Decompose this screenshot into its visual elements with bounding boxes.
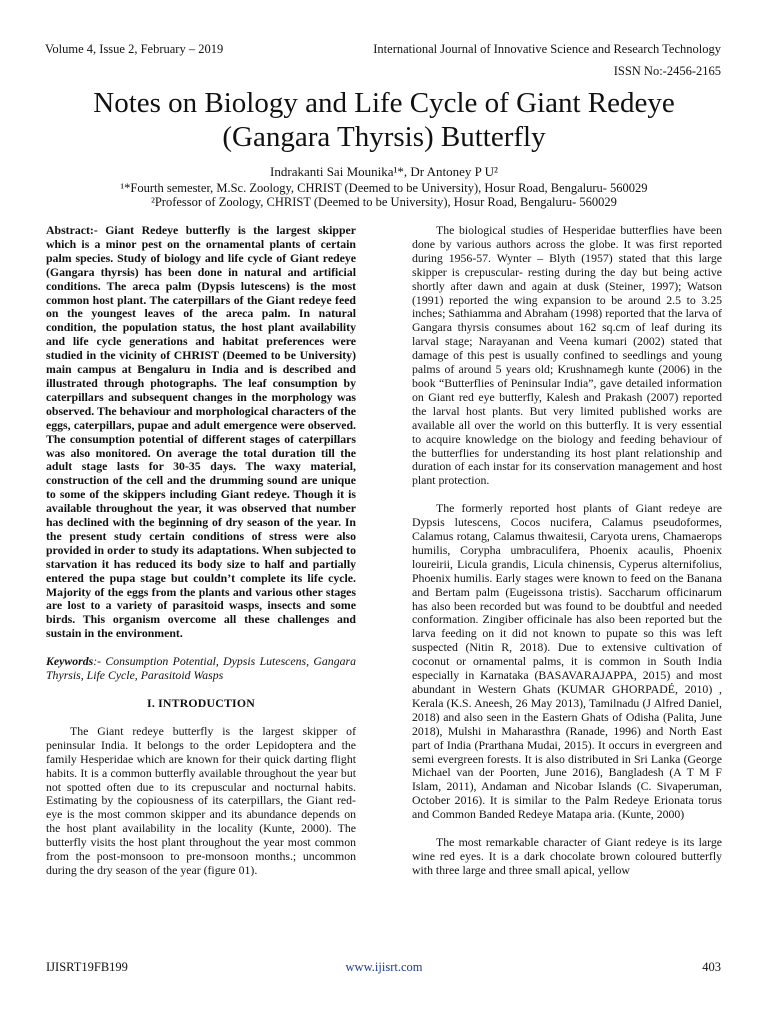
footer-website-link[interactable]: www.ijisrt.com bbox=[345, 960, 423, 974]
left-column bbox=[46, 224, 356, 878]
right-column bbox=[412, 224, 722, 878]
paper-authors: Indrakanti Sai Mounika¹*, Dr Antoney P U² bbox=[270, 164, 498, 179]
body-paragraph: The most remarkable character of Giant redeye is its large wine red eyes. It is a dark chocolate brown coloured butterfly with three large and three small apical, yellow bbox=[412, 835, 722, 877]
footer-paper-id: IJISRT19FB199 bbox=[46, 960, 128, 974]
abstract: Abstract:- Giant Redeye butterfly is the largest skipper which is a minor pest on the ornamental plants of certain palm species. Study of biology and life cycle of Giant redeye (Gangara thyrsis) has been done in natural and artificial conditions. The areca palm (Dypsis lutescens) is the most common host plant. The caterpillars of the Giant redeye feed on the youngest leaves of the areca palm. In natural condition, the population status, the host plant availability and life cycle generations and habitat preferences were studied in the vicinity of CHRIST (Deemed to be University) main campus at Bengaluru in India and is described and illustrated through photographs. The leaf consumption by caterpillars and subsequent changes in the morphology was observed. The behaviour and morphological characters of the eggs, caterpillars, pupae and adult emergence were observed. The consumption potential of different stages of caterpillars was also monitored. On average the total duration till the adult stage lasts for 30-35 days. The waxy material, construction of the cell and the drumming sound are unique to some of the skippers including Giant redeye. Though it is available throughout the year, it was observed that number has declined with the beginning of dry season of the year. In the present study certain conditions of stress were also provided in order to study its adaptations. When subjected to starvation it has reduced its body size to half and partially entered the pupa stage but couldn’t complete its life cycle. Majority of the eggs from the plants and various other stages are lost to a variety of parasitoid wasps, insects and some birds. This organism overcome all these challenges and sustain in the environment. bbox=[46, 223, 356, 641]
body-paragraph: The formerly reported host plants of Giant redeye are Dypsis lutescens, Cocos nucifera, Calamus pseudoformes, Calamus rotang, Calamus thwaitesii, Caryota urens, Chamaerops humilis, Corypha umbraculifera, Phoenix acaulis, Phoenix loureirii, Licula grandis, Licula chinensis, Cyperus alternifolius, Phoenix humilis. Early stages were known to feed on the Banana and Bertam palm (Eugeissona tristis). Saccharum officinarum has also been recorded but was found to be doubtful and needed conformation. Zingiber officinale has also been reported but the larva feeding on it did not known to pupate so this was left suspected (Nitin R, 2018). Due to extensive cultivation of coconut or ornamental palms, it is common in South India especially in Karnataka (BASAVARAJAPPA, 2015) and most abundant in Western Ghats (KUMAR GHORPADÉ, 2010) , Kerala (K.S. Aneesh, 26 May 2013), Tamilnadu (J Alfred Daniel, 2018) and also seen in the Eastern Ghats of Odisha (Palita, June 2018), Mulshi in Maharasthra (Ranade, 1996) and North East part of India (Prarthana Mudai, 2015). It occurs in evergreen and semi evergreen forests. It is also distributed in Sri Lanka (George Michael van der Poorten, June 2016), Bangladesh (A T M F Islam, 2011), Andaman and Nicobar Islands (C. Sivaperuman, October 2016). It is similar to the Palm Redeye Erionata torus and Common Banded Redeye Matapa aria. (Kunte, 2000) bbox=[412, 501, 722, 822]
affiliation-2: ²Professor of Zoology, CHRIST (Deemed to be University), Hosur Road, Bengaluru- 560029 bbox=[151, 195, 617, 209]
keywords-label: Keywords bbox=[46, 654, 94, 669]
header-journal: International Journal of Innovative Science and Research Technology bbox=[373, 42, 721, 56]
header-issn: ISSN No:-2456-2165 bbox=[613, 64, 721, 78]
paper-title: Notes on Biology and Life Cycle of Giant Redeye (Gangara Thyrsis) Butterfly bbox=[93, 87, 675, 153]
body-paragraph: The biological studies of Hesperidae butterflies have been done by various authors across the globe. It was first reported during 1956-57. Wynter – Blyth (1957) stated that this large skipper is crepuscular- resting during the day but being active shortly after dawn and again at dusk (Steiner, 1997); Watson (1991) reported the wing expansion to be around 2.5 to 3.25 inches; Sathiamma and Abraham (1998) reported that the larva of Gangara thyrsis consumes about 162 sq.cm of leaf during its larval stage; Narayanan and Veena kumari (2002) stated that damage of this pest is usually confined to seedlings and young palms of around 5 years old; Krushnamegh kunte (2006) in the book “Butterflies of Peninsular India”, gave detailed information on Giant red eye butterfly, Kalesh and Prakash (2007) reported the larval host plants. But very limited published works are available all over the world on this butterfly. It is very essential to acquire knowledge on the biology and feeding behaviour of the butterflies for understanding its host plant relationship and duration of each instar for its conservation management and host plant protection. bbox=[412, 223, 722, 488]
intro-paragraph: The Giant redeye butterfly is the largest skipper of peninsular India. It belongs to the order Lepidoptera and the family Hesperidae which are known for their quick darting flight habits. It is a common butterfly available throughout the year but not spotted often due to its crepuscular and nocturnal habits. Estimating by the copiousness of its caterpillars, the Giant red-eye is the most common skipper and its abundance depends on the host plant availability in the locality (Kunte, 2000). The butterfly visits the host plant throughout the year most common from the post-monsoon to pre-monsoon months.; uncommon during the dry season of the year (figure 01). bbox=[46, 723, 356, 877]
header-volume: Volume 4, Issue 2, February – 2019 bbox=[45, 42, 224, 56]
keywords bbox=[46, 655, 356, 683]
keywords-text: :- Consumption Potential, Dypsis Lutescens, Gangara Thyrsis, Life Cycle, Parasitoid Wasps bbox=[46, 654, 356, 683]
affiliation-1: ¹*Fourth semester, M.Sc. Zoology, CHRIST (Deemed to be University), Hosur Road, Bengaluru- 560029 bbox=[120, 181, 648, 195]
page-number: 403 bbox=[702, 960, 721, 974]
section-heading: I. INTRODUCTION bbox=[147, 696, 255, 710]
